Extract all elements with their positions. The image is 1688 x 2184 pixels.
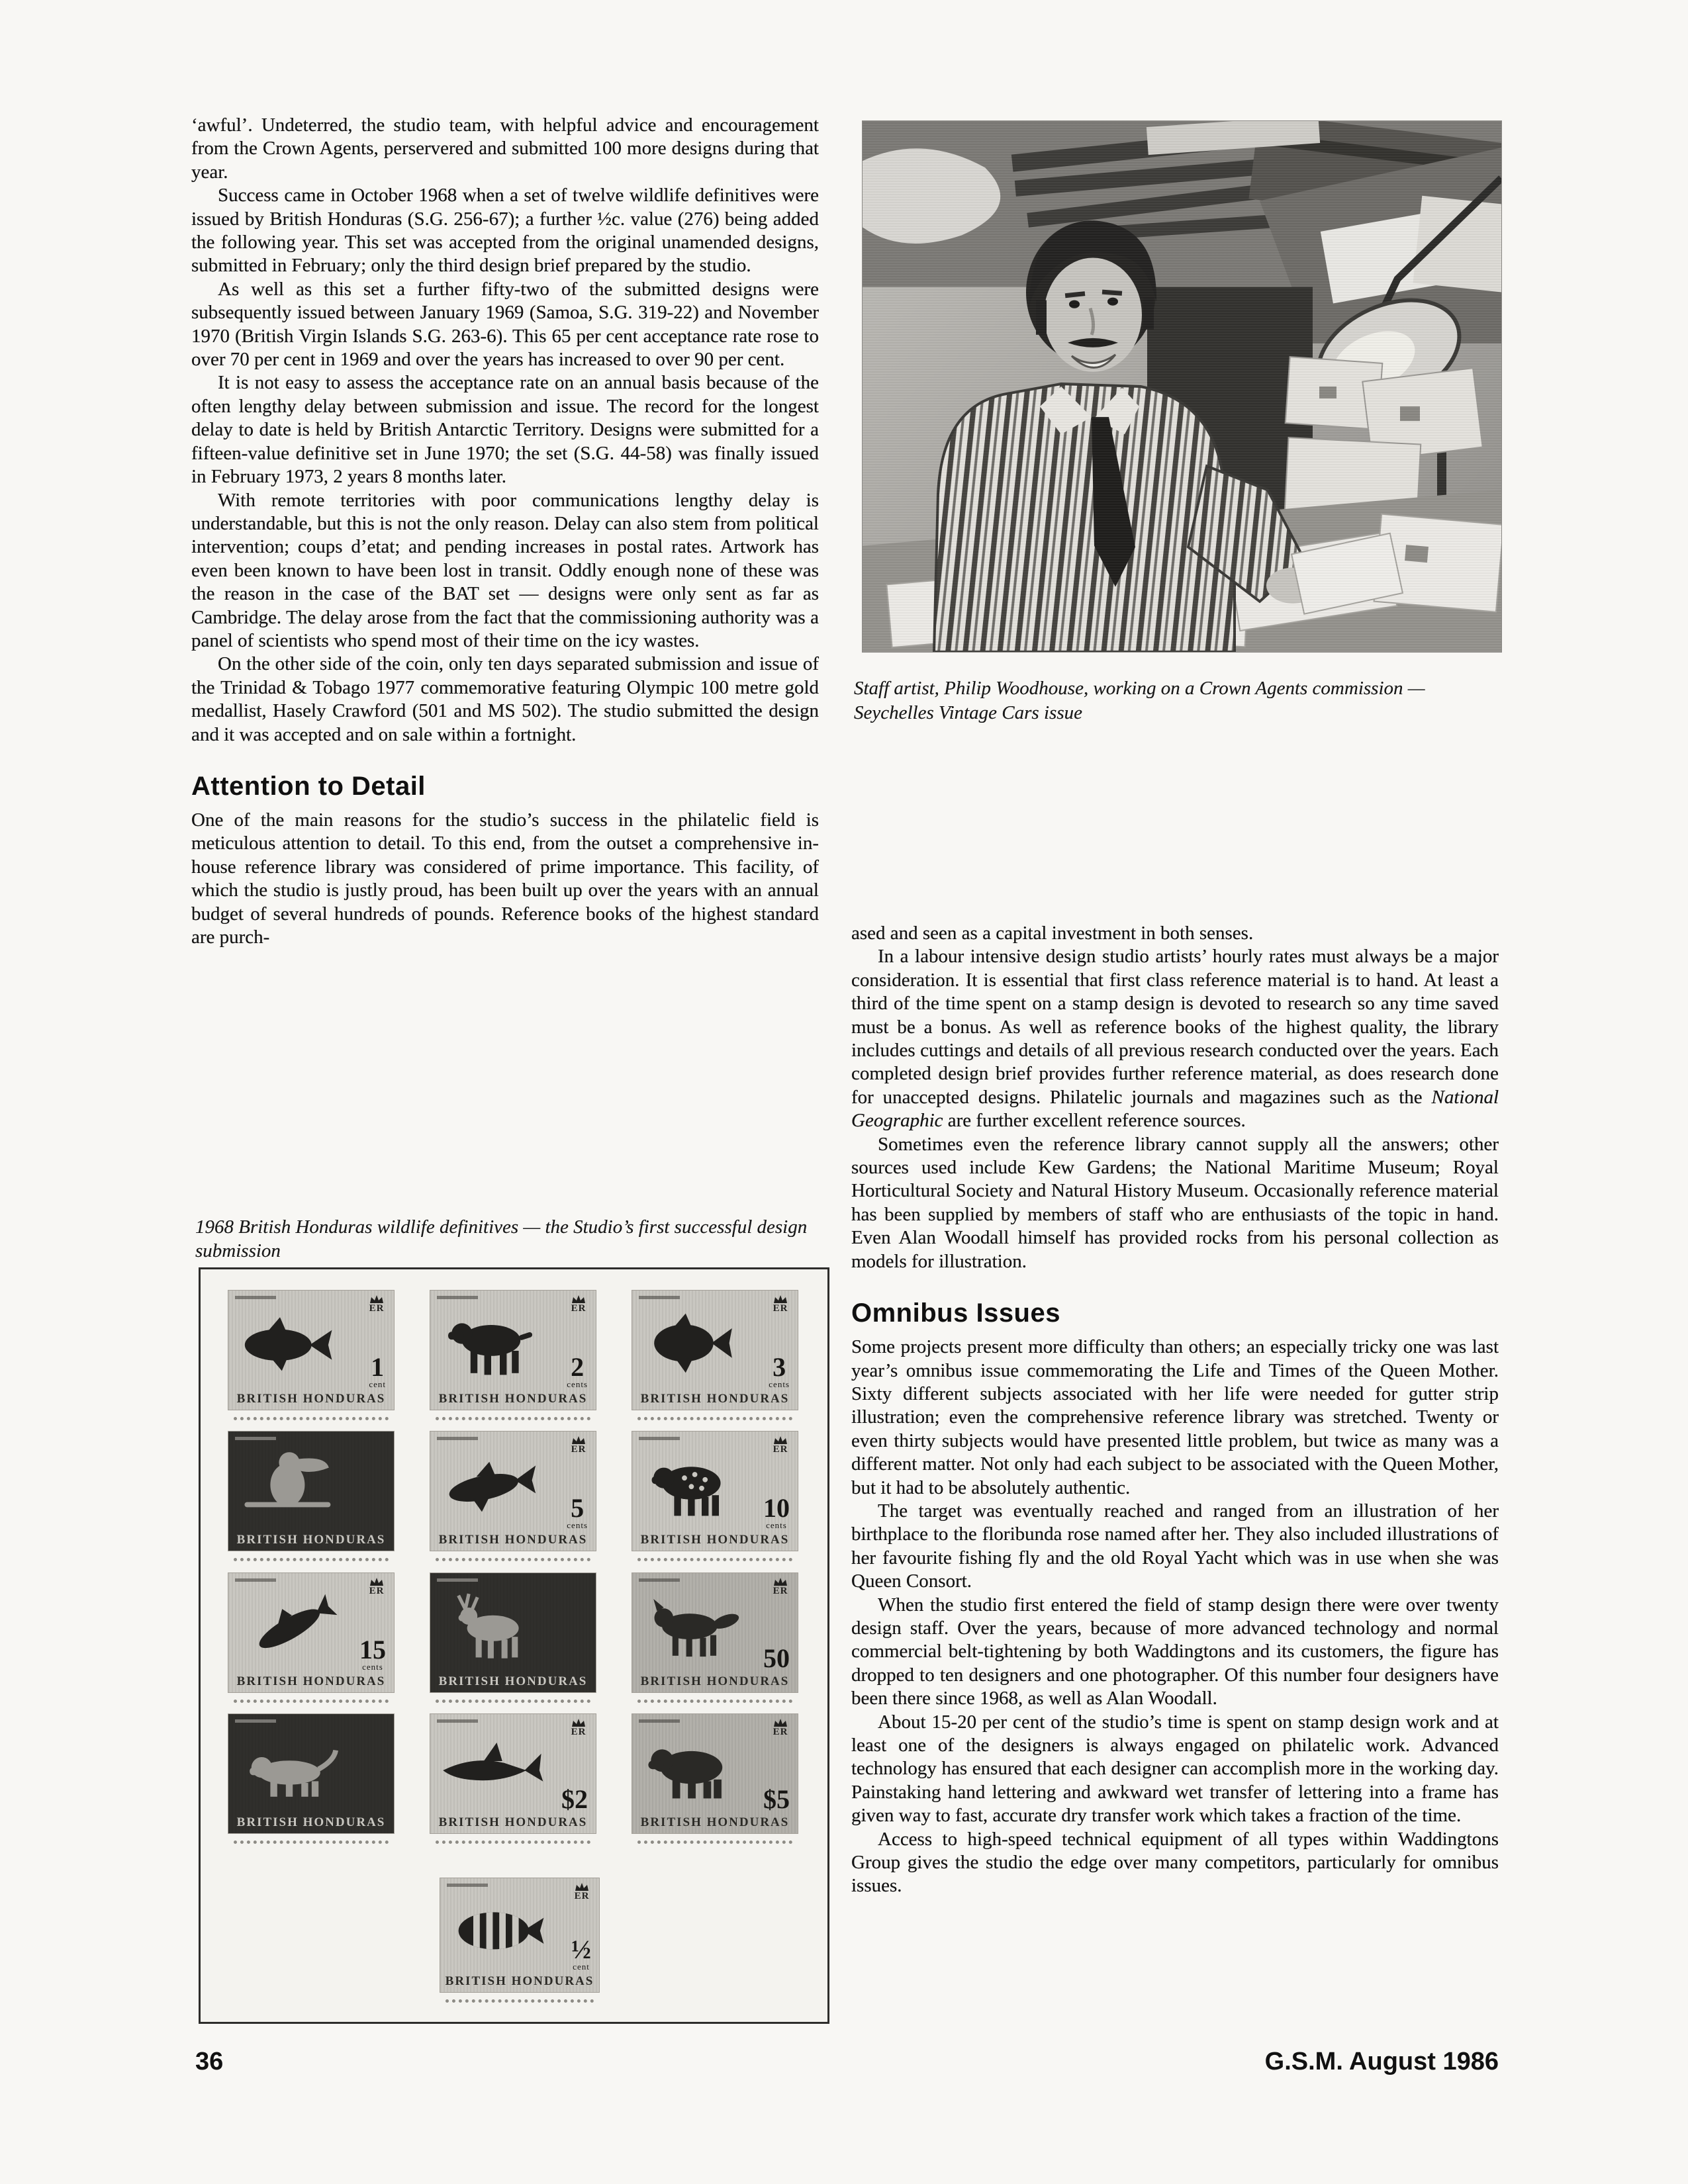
body-paragraph: ased and seen as a capital investment in both senses. [851, 923, 1254, 944]
stamp-value: 10 cents [763, 1493, 790, 1530]
stamp-face [228, 1291, 394, 1410]
stamp-inscription-smudge [447, 1884, 488, 1887]
crown-icon [773, 1718, 788, 1727]
perforation-strip [234, 1558, 389, 1561]
stamp-value: 2 cents [567, 1352, 588, 1389]
crown-icon [575, 1882, 589, 1891]
fox-icon [637, 1590, 749, 1659]
stamp-15-cents [228, 1573, 394, 1692]
stamp-country-label: BRITISH HONDURAS [640, 1674, 790, 1688]
stamp-inscription-smudge [639, 1437, 680, 1440]
crown-icon [571, 1718, 586, 1727]
stamp-face [430, 1432, 596, 1551]
crown-er-mark: ER [365, 1295, 389, 1314]
stamp-country-label: BRITISH HONDURAS [438, 1392, 588, 1406]
perforation-strip [637, 1417, 792, 1420]
right-column [851, 922, 1499, 1898]
stamp-face [228, 1432, 394, 1551]
perforation-strip [436, 1700, 590, 1703]
stamp-1-cent [228, 1291, 394, 1410]
crown-er-mark: ER [567, 1435, 590, 1455]
stamp-3-cents [632, 1291, 798, 1410]
stamp-country-label: BRITISH HONDURAS [236, 1815, 386, 1829]
body-paragraph: On the other side of the coin, only ten days separated submission and issue of the Trinidad & Tobago 1977 commemorative featuring Olympic 100 metre gold medallist, Hasely Crawford (501 and MS 502). The studio submitted the design and it was accepted and on sale within a fortnight. [191, 653, 819, 745]
stamp-face [632, 1432, 798, 1551]
stamp-2-cents [430, 1291, 596, 1410]
fish-icon [234, 1308, 345, 1377]
stamp-5-cents [430, 1432, 596, 1551]
crown-icon [773, 1295, 788, 1304]
stamp-value: 50 [763, 1643, 790, 1673]
page-number: 36 [195, 2048, 224, 2075]
stamp-face [430, 1291, 596, 1410]
shark-icon [436, 1731, 547, 1800]
body-paragraph: As well as this set a further fifty-two of the submitted designs were subsequently issued between January 1969 (Samoa, S.G. 319-22) and November 1970 (British Virgin Islands S.G. 263-6). This 65 per cent acceptance rate rose to over 70 per cent in 1969 and over the years has increased to over 90 per cent. [191, 278, 819, 371]
crown-er-mark: ER [365, 1577, 389, 1596]
stamp-country-label: BRITISH HONDURAS [640, 1533, 790, 1547]
stamp-inscription-smudge [235, 1578, 276, 1582]
crown-er-mark: ER [769, 1435, 792, 1455]
stamp-country-label: BRITISH HONDURAS [640, 1392, 790, 1406]
left-column [191, 114, 819, 949]
italic-title-national-geographic: National Geographic [851, 1086, 1499, 1132]
stamp-value: $2 [561, 1784, 588, 1814]
stamp-face [632, 1291, 798, 1410]
stamp-face [440, 1878, 599, 1992]
stamp-inscription-smudge [437, 1719, 478, 1723]
stamp-sheet-caption: 1968 British Honduras wildlife definitives — the Studio’s first successful design submission [195, 1216, 808, 1261]
journal-footer: G.S.M. August 1986 [1264, 2048, 1499, 2075]
tapir-icon [637, 1731, 749, 1800]
staff-artist-photo-illustration [863, 121, 1501, 652]
stamp-inscription-smudge [235, 1719, 276, 1723]
body-paragraph: The target was eventually reached and ranged from an illustration of her birthplace to the floribunda rose named after her. They also included illustrations of her favourite fishing fly and the old Royal Yacht which was in use when she was Queen Consort. [851, 1500, 1499, 1592]
perforation-strip [436, 1841, 590, 1844]
stamp-country-label: BRITISH HONDURAS [640, 1815, 790, 1829]
body-paragraph: ‘awful’. Undeterred, the studio team, with helpful advice and encouragement from the Crown Agents, perservered and submitted 100 more designs during that year. [191, 114, 819, 183]
crown-er-mark: ER [769, 1718, 792, 1737]
striped-fish-icon [445, 1895, 557, 1964]
jaguar-icon [234, 1731, 345, 1800]
toucan-icon [234, 1449, 345, 1518]
stamp-50 [632, 1573, 798, 1692]
perforation-strip [445, 1999, 594, 2003]
body-paragraph: With remote territories with poor communications lengthy delay is understandable, but this is not the only reason. Delay can also stem from political intervention; coups d’etat; and pending increases in postal rates. Artwork has even been known to have been lost in transit. Oddly enough none of these was the reason in the case of the BAT set — designs were only sent as far as Cambridge. The delay arose from the fact that the commissioning authority was a panel of scientists who spend most of their time on the icy wastes. [191, 489, 819, 651]
stamp-country-label: BRITISH HONDURAS [438, 1674, 588, 1688]
perforation-strip [234, 1417, 389, 1420]
stamp-2-dollars [430, 1714, 596, 1833]
peccary-icon [436, 1308, 547, 1377]
crown-er-mark: ER [769, 1295, 792, 1314]
crown-icon [773, 1577, 788, 1586]
body-paragraph: Sometimes even the reference library cannot supply all the answers; other sources used include Kew Gardens; the National Maritime Museum; Royal Horticultural Society and Natural History Museum. Occasionally reference material has been supplied by members of staff who are enthusiasts of the topic in hand. Even Alan Woodall himself has provided rocks from his personal collection as models for illustration. [851, 1133, 1499, 1272]
perforation-strip [436, 1417, 590, 1420]
stamp-sheet [199, 1267, 829, 2024]
stamp-country-label: BRITISH HONDURAS [236, 1533, 386, 1547]
stamp-value: $5 [763, 1784, 790, 1814]
photo-caption: Staff artist, Philip Woodhouse, working on a Crown Agents commission — Seychelles Vintage Cars issue [854, 678, 1425, 723]
stamp-face [632, 1573, 798, 1692]
paragraph-text: are further excellent reference sources. [943, 1110, 1246, 1132]
stamp-country-label: BRITISH HONDURAS [445, 1974, 594, 1988]
stamp-face [430, 1573, 596, 1692]
body-paragraph: When the studio first entered the field of stamp design there were over twenty design staff. Over the years, because of more advanced technology and normal commercial belt-tightening by both Waddingtons and its customers, the figure has dropped to ten designers and one photographer. Of this number four designers have been there since 1968, as well as Alan Woodall. [851, 1594, 1499, 1709]
body-paragraph: Access to high-speed technical equipment of all types within Waddingtons Group gives the studio the edge over many competitors, particularly for omnibus issues. [851, 1828, 1499, 1897]
stamp-country-label: BRITISH HONDURAS [438, 1815, 588, 1829]
fish-icon [637, 1308, 749, 1377]
crown-er-mark: ER [769, 1577, 792, 1596]
stamp-value: 3 cents [769, 1352, 790, 1389]
body-paragraph: Success came in October 1968 when a set of twelve wildlife definitives were issued by British Honduras (S.G. 256-67); a further ½c. value (276) being added the following year. This set was accepted from the original unamended designs, submitted in February; only the third design brief prepared by the studio. [191, 185, 819, 277]
body-paragraph: It is not easy to assess the acceptance rate on an annual basis because of the often lengthy delay between submission and issue. The record for the longest delay to date is held by British Antarctic Territory. Designs were submitted for a fifteen-value definitive set in June 1970; the set (S.G. 44-58) was finally issued in February 1973, 2 years 8 months later. [191, 372, 819, 488]
leaping-fish-icon [234, 1590, 345, 1659]
fish-icon [436, 1449, 547, 1518]
stamp-inscription-smudge [639, 1578, 680, 1582]
crown-er-mark: ER [570, 1882, 594, 1901]
perforation-strip [637, 1841, 792, 1844]
body-paragraph: One of the main reasons for the studio’s success in the philatelic field is meticulous attention to detail. To this end, from the outset a comprehensive in-house reference library was considered of prime importance. This facility, of which the studio is justly proud, has been built up over the years with an annual budget of several hundreds of pounds. Reference books of the highest standard are purch- [191, 809, 819, 948]
photo-staff-artist [863, 121, 1501, 652]
stamp-face [632, 1714, 798, 1833]
body-paragraph [851, 945, 1499, 1132]
stamp-value: ½ cent [571, 1934, 591, 1972]
perforation-strip [637, 1558, 792, 1561]
stamp-jaguar-dark [228, 1714, 394, 1833]
stamp-country-label: BRITISH HONDURAS [438, 1533, 588, 1547]
stamp-10-cents [632, 1432, 798, 1551]
stamp-deer-dark [430, 1573, 596, 1692]
crown-icon [369, 1295, 384, 1304]
stamp-inscription-smudge [639, 1719, 680, 1723]
perforation-strip [436, 1558, 590, 1561]
stamp-half-cent [440, 1878, 599, 1992]
perforation-strip [234, 1700, 389, 1703]
crown-er-mark: ER [567, 1295, 590, 1314]
paragraph-text: In a labour intensive design studio artists’ hourly rates must always be a major consideration. It is essential that first class reference material is to hand. At least a third of the time spent on a stamp design is devoted to research so any time saved must be a bonus. As well as reference books of the highest quality, the library includes cuttings and details of all previous research conducted over the years. Each completed design brief provides further reference material, as does research done for unaccepted designs. Philatelic journals and magazines such as the [851, 946, 1499, 1108]
body-paragraph: Some projects present more difficulty than others; an especially tricky one was last year’s omnibus issue commemorating the Life and Times of the Queen Mother. Sixty different subjects associated with her life were needed for gutter strip illustration; even the comprehensive reference library was stretched. Twenty or even thirty subjects would have presented little problem, but twice as many was a different matter. Not only had each subject to be associated with the Queen Mother, but it had to be absolutely authentic. [851, 1336, 1499, 1498]
crown-icon [773, 1435, 788, 1445]
stamp-value: 1 cent [369, 1352, 386, 1389]
deer-icon [436, 1590, 547, 1659]
crown-icon [571, 1435, 586, 1445]
crown-icon [369, 1577, 384, 1586]
stamp-face [228, 1714, 394, 1833]
stamp-country-label: BRITISH HONDURAS [236, 1674, 386, 1688]
stamp-inscription-smudge [235, 1296, 276, 1299]
perforation-strip [637, 1700, 792, 1703]
paca-icon [637, 1449, 749, 1518]
stamp-value: 15 cents [359, 1635, 386, 1672]
section-heading-attention-to-detail: Attention to Detail [191, 771, 426, 801]
stamp-face [228, 1573, 394, 1692]
section-heading-omnibus-issues: Omnibus Issues [851, 1298, 1060, 1328]
stamp-inscription-smudge [437, 1578, 478, 1582]
stamp-country-label: BRITISH HONDURAS [236, 1392, 386, 1406]
crown-icon [571, 1295, 586, 1304]
stamp-face [430, 1714, 596, 1833]
crown-er-mark: ER [567, 1718, 590, 1737]
stamp-toucan-dark [228, 1432, 394, 1551]
stamp-5-dollars [632, 1714, 798, 1833]
stamp-value: 5 cents [567, 1493, 588, 1530]
stamp-inscription-smudge [639, 1296, 680, 1299]
body-paragraph: About 15-20 per cent of the studio’s time is spent on stamp design work and at least one of the designers is always engaged on philatelic work. Advanced technology has ensured that each designer can accomplish more in the working day. Painstaking hand lettering and awkward wet transfer of lettering into a frame has given way to fast, accurate dry transfer work which takes a fraction of the time. [851, 1711, 1499, 1827]
stamp-inscription-smudge [235, 1437, 276, 1440]
perforation-strip [234, 1841, 389, 1844]
stamp-inscription-smudge [437, 1437, 478, 1440]
stamp-inscription-smudge [437, 1296, 478, 1299]
